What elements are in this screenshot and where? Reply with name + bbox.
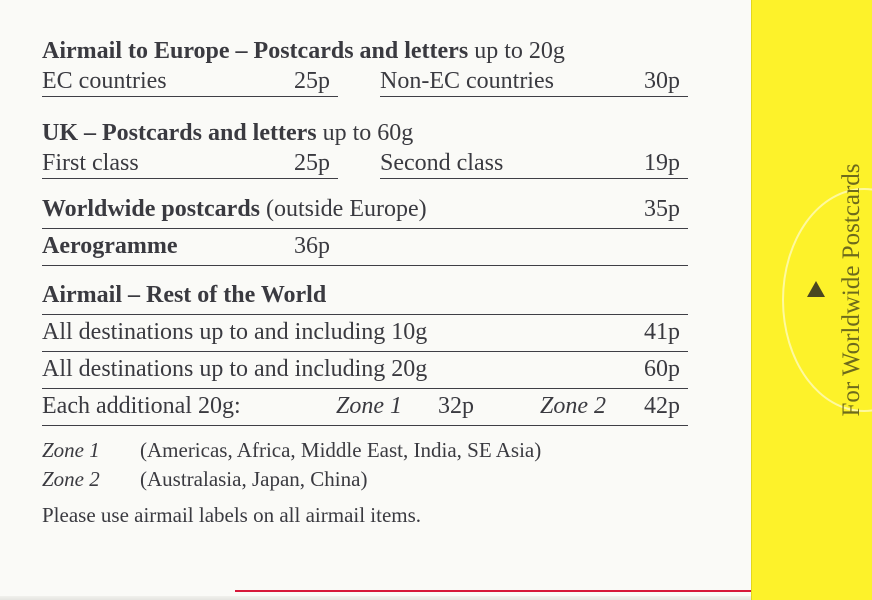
additional-20g-label: Each additional 20g: <box>42 393 241 419</box>
worldwide-postcards-strip-text: For Worldwide Postcards <box>838 163 865 417</box>
worldwide-postcards-row <box>42 194 688 229</box>
uk-heading <box>42 118 688 148</box>
europe-heading-bold: Airmail to Europe – Postcards and letters <box>42 38 469 64</box>
airmail-labels-note: Please use airmail labels on all airmail items. <box>42 503 422 527</box>
up-to-20g-price: 60p <box>644 356 680 382</box>
worldwide-postcards-label <box>42 194 427 224</box>
zone2-note <box>42 465 688 494</box>
aerogramme-label: Aerogramme <box>42 233 178 259</box>
zone1-note-name: Zone 1 <box>42 438 100 462</box>
zone2-note-name: Zone 2 <box>42 467 100 491</box>
first-class-label: First class <box>42 150 139 176</box>
aerogramme-price: 36p <box>294 233 330 259</box>
zone1-label: Zone 1 <box>336 393 402 419</box>
europe-prices-row <box>42 66 688 98</box>
triangle-arrow-icon <box>807 281 825 297</box>
nonec-countries-label: Non-EC countries <box>380 68 554 94</box>
nonec-countries-price: 30p <box>644 68 680 94</box>
uk-heading-bold: UK – Postcards and letters <box>42 120 317 146</box>
second-class-price: 19p <box>644 150 680 176</box>
airmail-world-heading-row <box>42 280 688 315</box>
worldwide-postcards-bold: Worldwide postcards <box>42 196 261 222</box>
zone1-note <box>42 436 688 465</box>
additional-20g-row <box>42 389 688 426</box>
up-to-10g-price: 41p <box>644 319 680 345</box>
europe-heading <box>42 36 688 66</box>
worldwide-postcards-price: 35p <box>644 196 680 222</box>
zone2-note-desc: (Australasia, Japan, China) <box>140 467 368 491</box>
aerogramme-row <box>42 229 688 266</box>
ec-countries-price: 25p <box>294 68 330 94</box>
bottom-edge <box>0 596 752 600</box>
airmail-world-heading: Airmail – Rest of the World <box>42 282 327 308</box>
ec-countries-label: EC countries <box>42 68 167 94</box>
zone1-price: 32p <box>438 393 474 419</box>
worldwide-postcards-note: (outside Europe) <box>260 196 427 222</box>
first-class-price: 25p <box>294 150 330 176</box>
uk-prices-row <box>42 148 688 180</box>
red-edge-line <box>235 590 815 592</box>
postage-rates-table <box>42 36 688 530</box>
up-to-10g-row <box>42 315 688 352</box>
zone2-price: 42p <box>644 393 680 419</box>
up-to-10g-label: All destinations up to and including 10g <box>42 319 428 345</box>
second-class-label: Second class <box>380 150 504 176</box>
uk-heading-weight: up to 60g <box>316 120 414 146</box>
up-to-20g-label: All destinations up to and including 20g <box>42 356 428 382</box>
zone2-label: Zone 2 <box>540 393 606 419</box>
europe-heading-weight: up to 20g <box>468 38 565 64</box>
up-to-20g-row <box>42 352 688 389</box>
zone1-note-desc: (Americas, Africa, Middle East, India, SE Asia) <box>140 438 542 462</box>
